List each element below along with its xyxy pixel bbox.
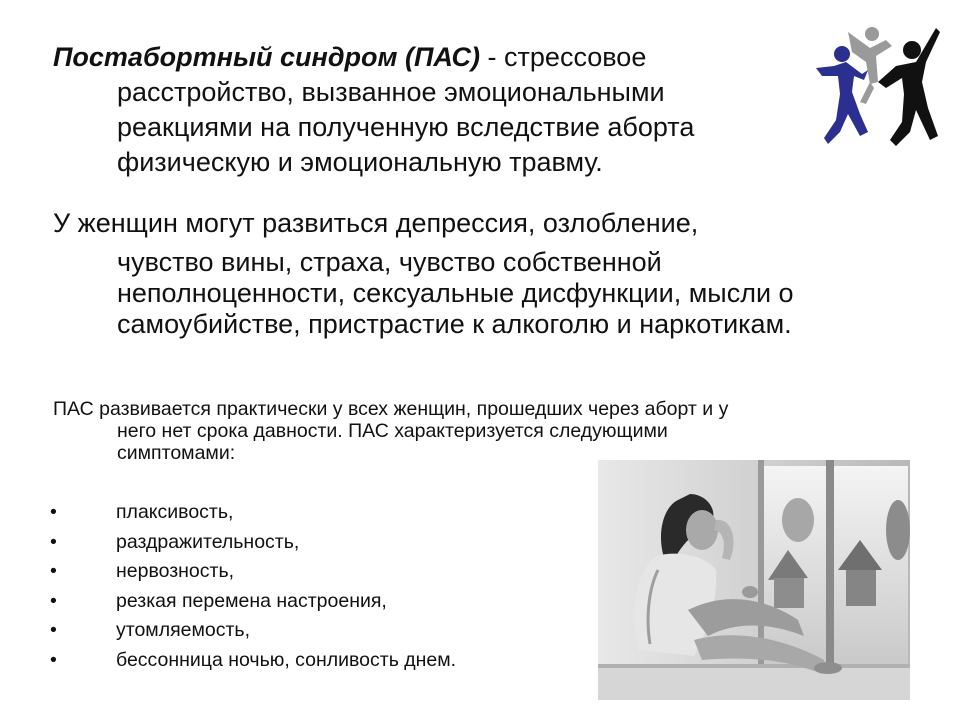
intro-title-rest: - стрессовое	[480, 42, 647, 72]
intro-line: физическую и эмоциональную травму.	[117, 147, 603, 177]
bullet-icon: •	[50, 589, 57, 612]
intro-line: расстройство, вызванное эмоциональными	[117, 77, 665, 107]
symptoms-intro-line: него нет срока давности. ПАС характеризуется следующими	[117, 420, 668, 442]
symptoms-intro-line: симптомами:	[117, 442, 236, 464]
intro-title: Постабортный синдром (ПАС)	[53, 42, 481, 72]
effects-line: неполноценности, сексуальные дисфункции, мысли о	[117, 278, 794, 308]
intro-paragraph	[53, 40, 694, 180]
intro-line: реакциями на полученную вследствие аборта	[117, 112, 695, 142]
effects-line: самоубийстве, пристрастие к алкоголю и наркотикам.	[117, 309, 792, 339]
bullet-icon: •	[50, 619, 57, 641]
effects-first-line: У женщин могут развиться депрессия, озлобление,	[53, 208, 699, 238]
bullet-icon: •	[50, 501, 57, 523]
effects-line: чувство вины, страха, чувство собственной	[117, 247, 662, 277]
sad-woman-at-window-photo	[598, 460, 910, 700]
dancing-figures-icon	[812, 22, 942, 148]
symptoms-intro-first: ПАС развивается практически у всех женщин, прошедших через аборт и у	[53, 398, 729, 420]
effects-paragraph	[53, 208, 794, 340]
symptoms-intro-paragraph	[53, 398, 913, 464]
bullet-icon: •	[50, 530, 57, 553]
bullet-icon: •	[50, 648, 57, 671]
bullet-icon: •	[50, 560, 57, 582]
